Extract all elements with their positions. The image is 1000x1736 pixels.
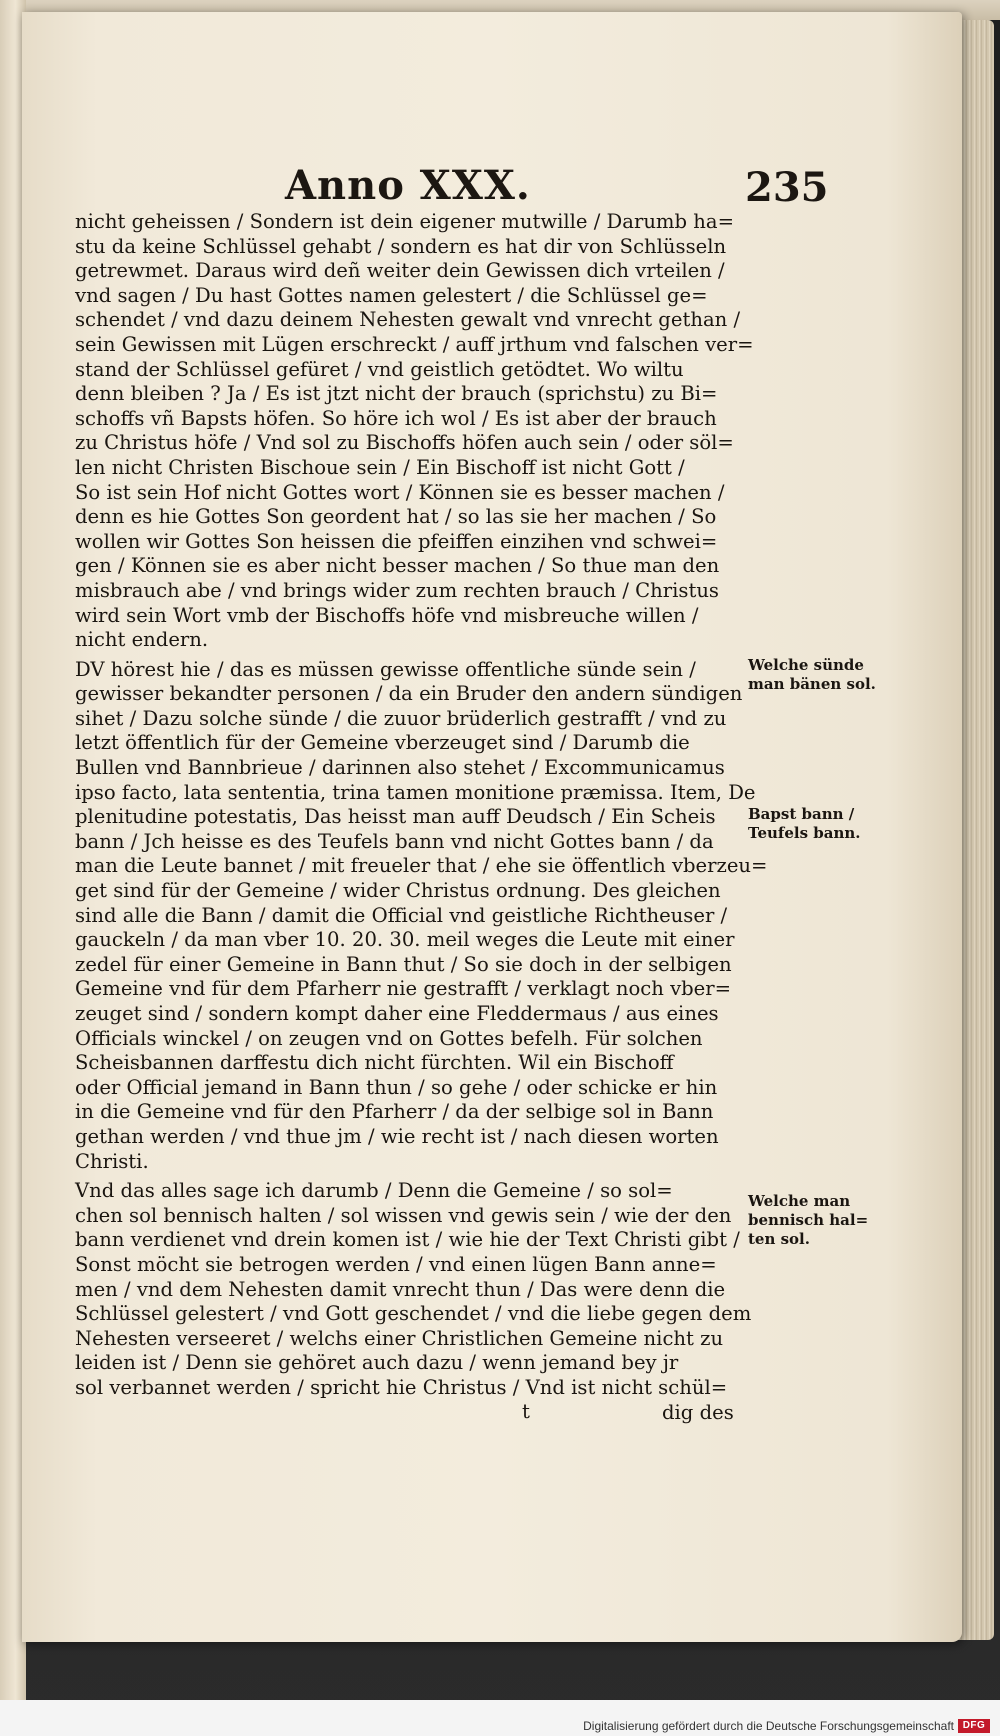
paragraph-3 bbox=[75, 1179, 752, 1400]
margin-note-2 bbox=[748, 805, 861, 843]
text-line: zeuget sind / sondern kompt daher eine Fleddermaus / aus eines bbox=[75, 1002, 719, 1025]
text-line: gauckeln / da man vber 10. 20. 30. meil weges die Leute mit einer bbox=[75, 928, 735, 952]
margin-note-1 bbox=[748, 656, 876, 694]
margin-note-line: Welche man bbox=[748, 1192, 851, 1210]
text-line: schendet / vnd dazu deinem Nehesten gewalt vnd vnrecht gethan / bbox=[75, 308, 741, 332]
text-line: misbrauch abe / vnd brings wider zum rechten brauch / Christus bbox=[75, 578, 719, 602]
text-line: So ist sein Hof nicht Gottes wort / Können sie es besser machen / bbox=[75, 480, 725, 504]
margin-note-line: man bänen sol. bbox=[748, 675, 876, 693]
text-line: in die Gemeine vnd für den Pfarherr / da der selbige sol in Bann bbox=[75, 1100, 714, 1124]
text-line: zu Christus höfe / Vnd sol zu Bischoffs höfen auch sein / oder söl= bbox=[75, 431, 734, 455]
text-line: chen sol bennisch halten / sol wissen vnd gewis sein / wie der den bbox=[75, 1203, 732, 1227]
text-line: gewisser bekandter personen / da ein Bruder den andern sündigen bbox=[75, 682, 743, 706]
margin-note-line: ten sol. bbox=[748, 1230, 810, 1248]
text-line: Sonst möcht sie betrogen werden / vnd einen lügen Bann anne= bbox=[75, 1252, 717, 1276]
text-line: Gemeine vnd für dem Pfarherr nie gestrafft / verklagt noch vber= bbox=[75, 977, 732, 1001]
margin-note-line: Teufels bann. bbox=[748, 824, 861, 842]
margin-note-line: Bapst bann / bbox=[748, 805, 855, 823]
paragraph-2 bbox=[75, 657, 768, 1174]
text-line: gethan werden / vnd thue jm / wie recht ist / nach diesen worten bbox=[75, 1124, 719, 1148]
text-line: get sind für der Gemeine / wider Christus ordnung. Des gleichen bbox=[75, 879, 721, 903]
text-line: getrewmet. Daraus wird deñ weiter dein Gewissen dich vrteilen / bbox=[75, 259, 725, 283]
text-line: sein Gewissen mit Lügen erschreckt / auff jrthum vnd falschen ver= bbox=[75, 332, 754, 356]
main-text-block bbox=[75, 210, 768, 1401]
text-line: DV hörest hie / das es müssen gewisse offentliche sünde sein / bbox=[75, 657, 696, 681]
running-title: Anno XXX. bbox=[285, 162, 531, 209]
text-line: leiden ist / Denn sie gehöret auch dazu / wenn jemand bey jr bbox=[75, 1351, 679, 1375]
text-line: Vnd das alles sage ich darumb / Denn die Gemeine / so sol= bbox=[75, 1179, 673, 1203]
text-line: stand der Schlüssel gefüret / vnd geistlich getödtet. Wo wiltu bbox=[75, 357, 684, 381]
text-line: sihet / Dazu solche sünde / die zuuor brüderlich gestrafft / vnd zu bbox=[75, 706, 727, 730]
text-line: Christi. bbox=[75, 1149, 149, 1173]
text-line: denn bleiben ? Ja / Es ist jtzt nicht der brauch (sprichstu) zu Bi= bbox=[75, 382, 718, 406]
paragraph-1 bbox=[75, 210, 754, 653]
text-line: vnd sagen / Du hast Gottes namen gelestert / die Schlüssel ge= bbox=[75, 283, 708, 307]
dfg-logo: DFG bbox=[958, 1719, 990, 1733]
text-line: schoffs vñ Bapsts höfen. So höre ich wol / Es ist aber der brauch bbox=[75, 406, 717, 430]
page-stack-edge bbox=[958, 20, 994, 1640]
text-line: nicht endern. bbox=[75, 628, 209, 652]
text-line: Officials winckel / on zeugen vnd on Gottes befelh. Für solchen bbox=[75, 1026, 703, 1050]
page-number: 235 bbox=[745, 164, 829, 211]
text-line: men / vnd dem Nehesten damit vnrecht thun / Das were denn die bbox=[75, 1277, 726, 1301]
margin-note-line: bennisch hal= bbox=[748, 1211, 869, 1229]
text-line: denn es hie Gottes Son geordent hat / so las sie her machen / So bbox=[75, 505, 717, 529]
text-line: nicht geheissen / Sondern ist dein eigener mutwille / Darumb ha= bbox=[75, 210, 735, 233]
text-line: bann / Jch heisse es des Teufels bann vnd nicht Gottes bann / da bbox=[75, 829, 714, 853]
text-line: letzt öffentlich für der Gemeine vberzeuget sind / Darumb die bbox=[75, 731, 690, 755]
text-line: Scheisbannen darffestu dich nicht fürchten. Wil ein Bischoff bbox=[75, 1051, 674, 1075]
text-line: wird sein Wort vmb der Bischoffs höfe vnd misbreuche willen / bbox=[75, 603, 699, 627]
text-line: Schlüssel gelestert / vnd Gott geschendet / vnd die liebe gegen dem bbox=[75, 1302, 752, 1326]
text-line: Nehesten verseeret / welchs einer Christlichen Gemeine nicht zu bbox=[75, 1326, 724, 1350]
text-line: sol verbannet werden / spricht hie Christus / Vnd ist nicht schül= bbox=[75, 1375, 728, 1399]
text-line: len nicht Christen Bischoue sein / Ein Bischoff ist nicht Gott / bbox=[75, 455, 685, 479]
text-line: gen / Können sie es aber nicht besser machen / So thue man den bbox=[75, 554, 720, 578]
margin-note-3 bbox=[748, 1192, 869, 1249]
funding-credit: Digitalisierung gefördert durch die Deutsche Forschungsgemeinschaft bbox=[583, 1719, 954, 1733]
text-line: oder Official jemand in Bann thun / so gehe / oder schicke er hin bbox=[75, 1075, 718, 1099]
text-line: wollen wir Gottes Son heissen die pfeiffen einzihen vnd schwei= bbox=[75, 529, 718, 553]
text-line: man die Leute bannet / mit freueler that / ehe sie öffentlich vberzeu= bbox=[75, 854, 768, 878]
text-line: stu da keine Schlüssel gehabt / sondern es hat dir von Schlüsseln bbox=[75, 234, 727, 258]
signature-mark: t bbox=[522, 1400, 530, 1423]
text-line: zedel für einer Gemeine in Bann thut / So sie doch in der selbigen bbox=[75, 952, 732, 976]
text-line: ipso facto, lata sententia, trina tamen monitione præmissa. Item, De bbox=[75, 780, 756, 804]
text-line: plenitudine potestatis, Das heisst man auff Deudsch / Ein Scheis bbox=[75, 805, 716, 829]
catchword: dig des bbox=[662, 1401, 734, 1424]
text-line: sind alle die Bann / damit die Official vnd geistliche Richtheuser / bbox=[75, 903, 728, 927]
text-line: Bullen vnd Bannbrieue / darinnen also stehet / Excommunicamus bbox=[75, 756, 725, 780]
margin-note-line: Welche sünde bbox=[748, 656, 864, 674]
text-line: bann verdienet vnd drein komen ist / wie hie der Text Christi gibt / bbox=[75, 1228, 740, 1252]
